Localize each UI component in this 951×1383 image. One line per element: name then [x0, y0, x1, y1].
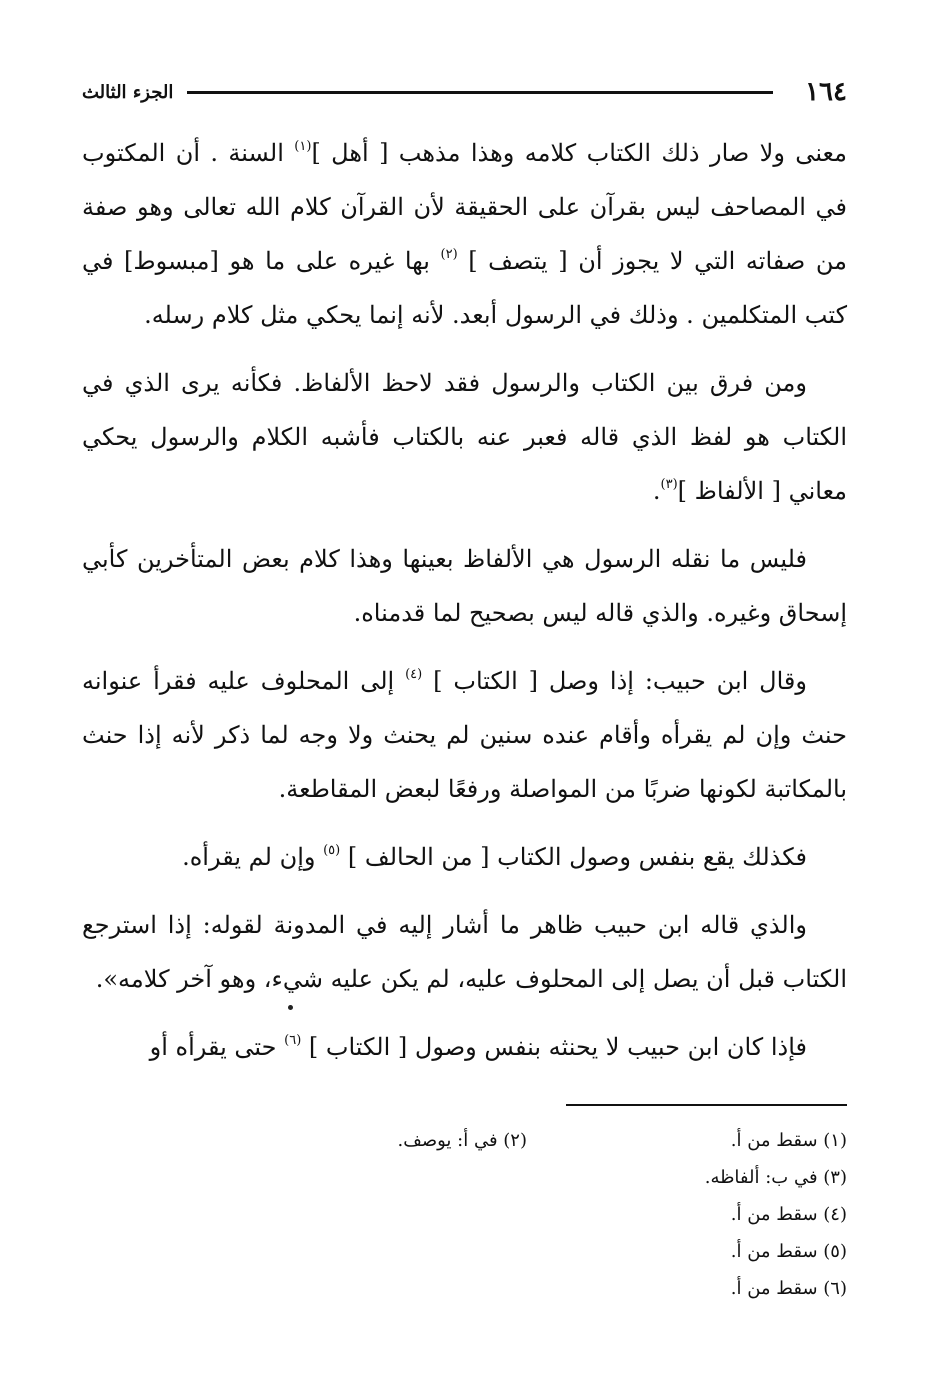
footnotes: [82, 1122, 847, 1307]
text-run: حتى يقرأه أو: [149, 1033, 285, 1061]
page-number: ١٦٤: [805, 77, 847, 107]
footnote-row: [82, 1122, 847, 1159]
text-run: فكذلك يقع بنفس وصول الكتاب [ من الحالف ]: [340, 843, 807, 871]
text-run: ومن فرق بين الكتاب والرسول فقد لاحظ الألفاظ. فكأنه يرى الذي في الكتاب هو لفظ الذي قاله فعبر عنه بالكتاب فأشبه الكلام والرسول يحكي معاني [ الألفاظ ]: [82, 369, 847, 505]
page-header: [82, 72, 847, 112]
text-run: وإن لم يقرأه.: [182, 843, 324, 871]
body-text: [82, 126, 847, 1088]
paragraph: [82, 356, 847, 518]
paragraph: [82, 830, 847, 884]
paragraph: [82, 532, 847, 640]
text-run: والذي قاله ابن حبيب ظاهر ما أشار إليه في المدونة لقوله: إذا استرجع الكتاب قبل أن يصل إلى المحلوف عليه، لم يكن عليه شيء، وهو آخر كلامه».: [82, 911, 847, 993]
text-run: فإذا كان ابن حبيب لا يحنثه بنفس وصول [ الكتاب ]: [301, 1033, 807, 1061]
text-run: .: [652, 477, 661, 505]
paragraph: [82, 898, 847, 1006]
paragraph: [82, 1020, 847, 1074]
footnote-5: (٥) سقط من أ.: [730, 1241, 847, 1262]
footnote-marker: (٦): [284, 1033, 302, 1048]
footnote-marker: (٥): [323, 843, 341, 858]
paragraph: [82, 126, 847, 342]
footnote-1: (١) سقط من أ.: [730, 1130, 847, 1151]
ink-dot: [288, 1005, 293, 1010]
text-run: السنة . أن المكتوب في المصاحف ليس بقرآن على الحقيقة لأن القرآن كلام الله تعالى وهو صفة من صفاته التي لا يجوز أن [ يتصف ]: [82, 139, 847, 275]
footnote-4: (٤) سقط من أ.: [730, 1204, 847, 1225]
footnote-3: (٣) في ب: ألفاظه.: [704, 1167, 847, 1188]
footnote-marker: (٤): [405, 667, 423, 682]
text-run: معنى ولا صار ذلك الكتاب كلامه وهذا مذهب [ أهل ]: [311, 139, 847, 167]
footnote-marker: (٣): [660, 477, 678, 492]
text-run: فليس ما نقله الرسول هي الألفاظ بعينها وهذا كلام بعض المتأخرين كأبي إسحاق وغيره. والذي قاله ليس بصحيح لما قدمناه.: [82, 545, 847, 627]
footnote-marker: (١): [294, 139, 312, 154]
text-run: بها غيره على ما هو [مبسوط] في كتب المتكلمين . وذلك في الرسول أبعد. لأنه إنما يحكي مثل كلام رسله.: [82, 247, 847, 329]
paragraph: [82, 654, 847, 816]
text-run: إلى المحلوف عليه فقرأ عنوانه حنث وإن لم يقرأه وأقام عنده سنين لم يحنث ولا وجه لما ذكر لأنه إذا حنث بالمكاتبة لكونها ضربًا من المواصلة ورفعًا لبعض المقاطعة.: [82, 667, 847, 803]
footnote-2: (٢) في أ: يوصف.: [397, 1130, 527, 1151]
running-title: الجزء الثالث: [82, 81, 174, 103]
footnote-6: (٦) سقط من أ.: [730, 1278, 847, 1299]
footnote-rule: [566, 1104, 847, 1106]
header-rule: [187, 91, 773, 94]
footnote-marker: (٢): [440, 247, 458, 262]
text-run: وقال ابن حبيب: إذا وصل [ الكتاب ]: [422, 667, 807, 695]
